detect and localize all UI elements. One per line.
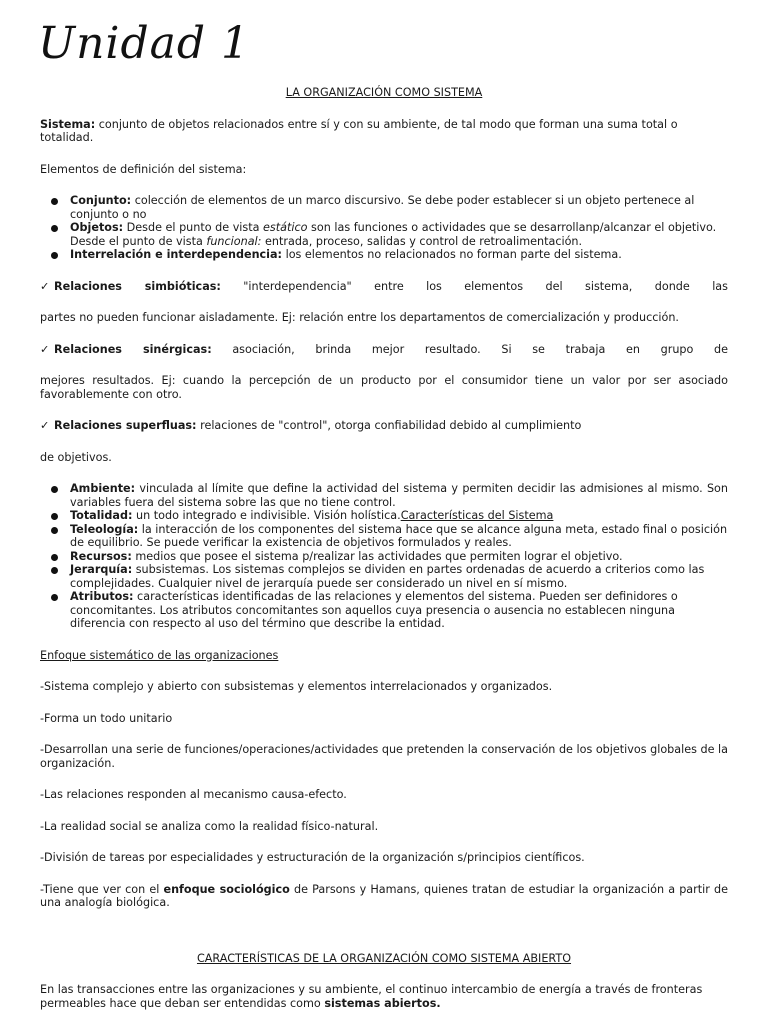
handwritten-heading: Unidad 1 (38, 18, 251, 69)
caracteristicas-list (40, 482, 728, 631)
check-icon: ✓ (40, 419, 50, 432)
relacion-sinergicas: ✓ Relaciones sinérgicas: asociación, brinda mejor resultado. Si se trabaja en grupo de (40, 342, 728, 356)
relacion-sinergicas-cont: mejores resultados. Ej: cuando la percepción de un producto por el consumidor tiene un valor por ser asociado favorablemente con otro. (40, 374, 728, 401)
relacion-superfluas-cont: de objetivos. (40, 450, 112, 464)
relacion-simbioticas-cont: partes no pueden funcionar aisladamente. Ej: relación entre los departamentos de comercialización y producción. (40, 311, 679, 324)
section2-title: CARACTERÍSTICAS DE LA ORGANIZACIÓN COMO SISTEMA ABIERTO (196, 951, 572, 965)
list-item: Ambiente: vinculada al límite que define la actividad del sistema y permiten decidir las admisiones al mismo. Son variables fuera del sistema sobre las que no tiene control. (40, 482, 728, 509)
enfoque-title: Enfoque sistemático de las organizaciones (40, 648, 279, 662)
list-item: Interrelación e interdependencia: los elementos no relacionados no forman parte del sistema. (40, 248, 728, 262)
check-icon: ✓ (40, 342, 50, 356)
list-item: Atributos: características identificadas de las relaciones y elementos del sistema. Pueden ser definidores o concomitantes. Los atributos concomitantes son aquellos cuya presencia o ausencia no establecen ninguna diferencia con respecto al uso del término que describe la entidad. (40, 590, 728, 631)
enfoque-item: -Sistema complejo y abierto con subsistemas y elementos interrelacionados y organizados. (40, 680, 553, 693)
list-item: Conjunto: colección de elementos de un marco discursivo. Se debe poder establecer si un objeto pertenece al conjunto o no (40, 194, 728, 221)
enfoque-item: -Desarrollan una serie de funciones/operaciones/actividades que pretenden la conservación de los objetivos globales de la organización. (40, 743, 728, 770)
enfoque-item: -Las relaciones responden al mecanismo causa-efecto. (40, 788, 347, 801)
relacion-superfluas: ✓ Relaciones superfluas: relaciones de "control", otorga confiabilidad debido al cumplimiento (40, 419, 582, 432)
enfoque-item-last: -Tiene que ver con el enfoque sociológico de Parsons y Hamans, quienes tratan de estudiar la organización a partir de una analogía biológica. (40, 882, 728, 909)
check-icon: ✓ (40, 279, 50, 293)
enfoque-item: -División de tareas por especialidades y estructuración de la organización s/principios científicos. (40, 851, 585, 864)
list-item: Totalidad: un todo integrado e indivisible. Visión holística.Características del Sistema (40, 509, 728, 523)
list-item: Recursos: medios que posee el sistema p/realizar las actividades que permiten lograr el objetivo. (40, 550, 728, 564)
list-item: Teleología: la interacción de los componentes del sistema hace que se alcance alguna meta, estado final o posición de equilibrio. Se puede verificar la existencia de objetivos formulados y reales. (40, 523, 728, 550)
relacion-simbioticas: ✓ Relaciones simbióticas: "interdependencia" entre los elementos del sistema, donde las (40, 279, 728, 293)
list-item: Jerarquía: subsistemas. Los sistemas complejos se dividen en partes ordenadas de acuerdo a criterios como las complejidades. Cualquier nivel de jerarquía puede ser considerado un nivel en sí mismo. (40, 563, 728, 590)
list-item: Objetos: Desde el punto de vista estático son las funciones o actividades que se desarrollanp/alcanzar el objetivo. Desde el punto de vista funcional: entrada, proceso, salidas y control de retroalimentación. (40, 221, 728, 248)
elementos-intro: Elementos de definición del sistema: (40, 162, 247, 176)
abierto-paragraph: En las transacciones entre las organizaciones y su ambiente, el continuo intercambio de energía a través de fronteras permeables hace que deban ser entendidas como sistemas abiertos. (40, 983, 703, 1010)
caracteristicas-link[interactable]: Características del Sistema (400, 509, 554, 522)
enfoque-item: -La realidad social se analiza como la realidad físico-natural. (40, 819, 379, 833)
sistema-definition: Sistema: conjunto de objetos relacionados entre sí y con su ambiente, de tal modo que forman una suma total o totalidad. (40, 117, 678, 144)
enfoque-item: -Forma un todo unitario (40, 711, 173, 725)
section-title: LA ORGANIZACIÓN COMO SISTEMA (285, 86, 483, 99)
document-body (40, 86, 728, 1010)
elementos-list (40, 194, 728, 262)
